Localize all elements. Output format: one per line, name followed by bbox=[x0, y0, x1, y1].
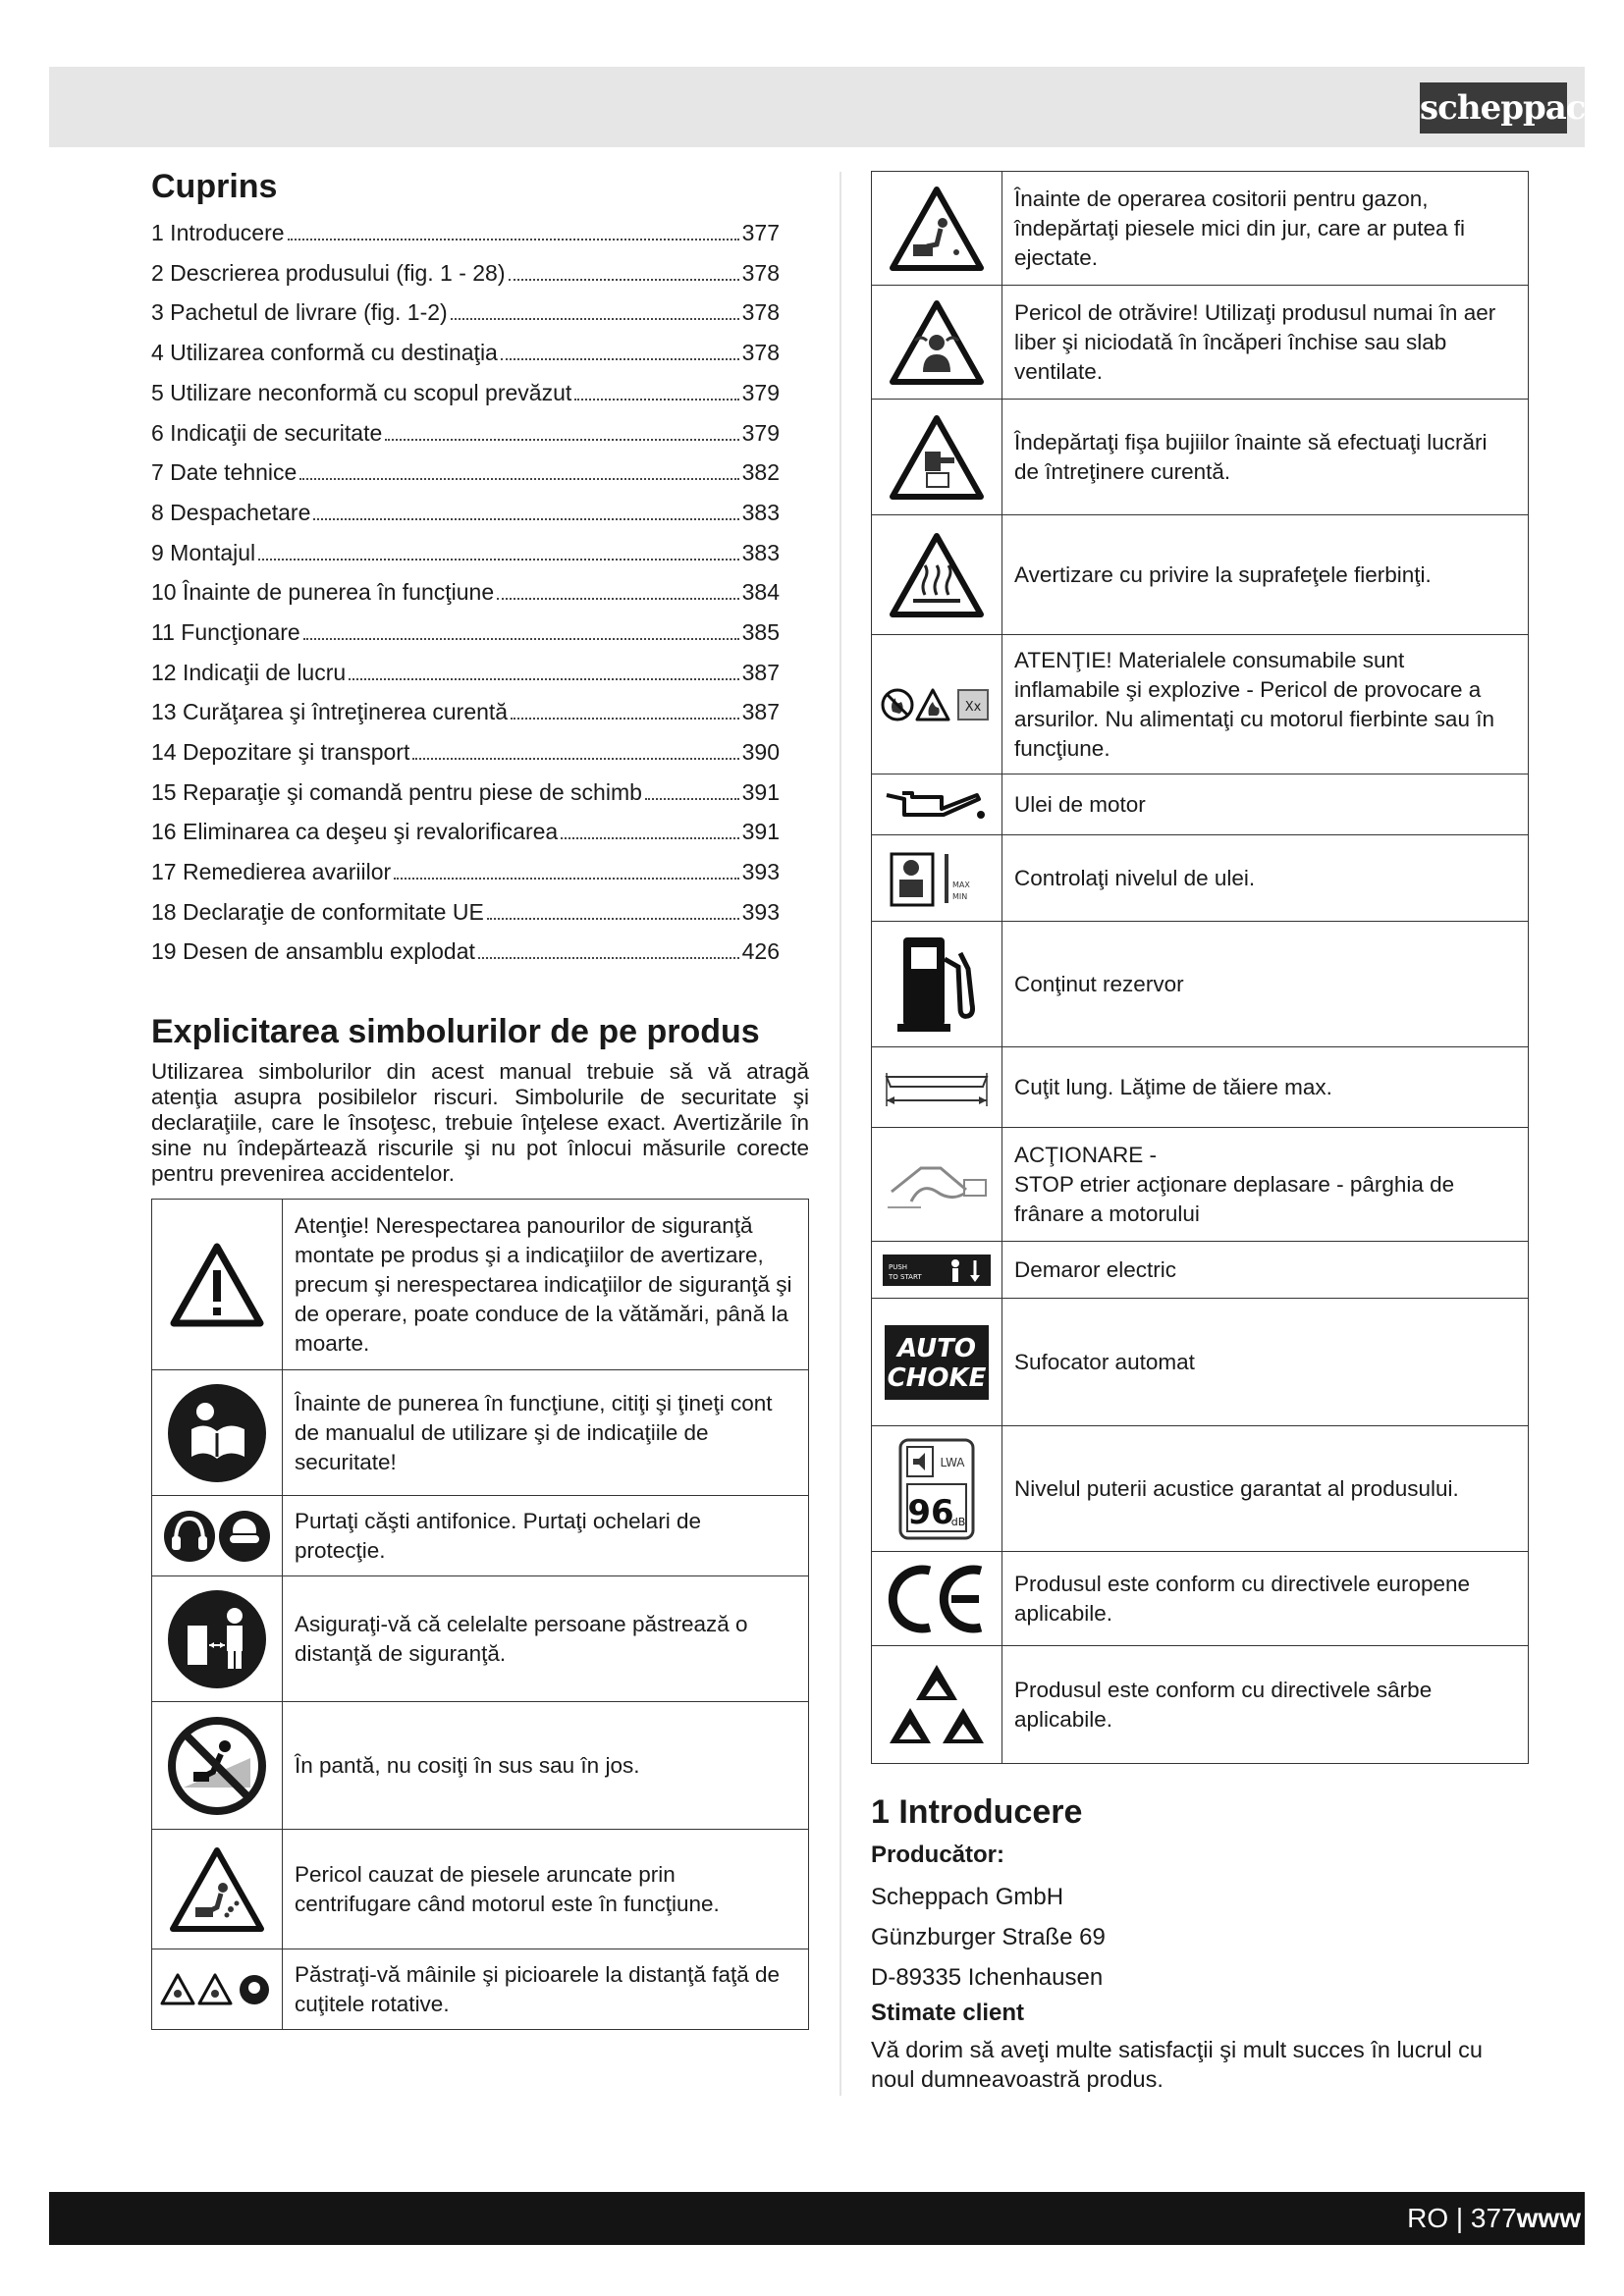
toc-item-label: 15 Reparaţie şi comandă pentru piese de schimb bbox=[151, 778, 642, 805]
symbol-text: Atenţie! Nerespectarea panourilor de siguranţă montate pe produs şi a indicaţiilor de avertizare, precum şi nerespectarea indicaţiilor de siguranţă şi de operare, poate conduce de la vătămări, până la moarte. bbox=[283, 1200, 809, 1370]
symbol-row bbox=[872, 1242, 1529, 1299]
push-to-start-label: PUSH bbox=[889, 1262, 908, 1271]
oil-max-label: MAX bbox=[952, 880, 970, 889]
toc-item bbox=[151, 260, 780, 300]
symbol-icon-cell bbox=[152, 1200, 283, 1370]
symbol-icon-cell bbox=[872, 400, 1002, 515]
toc-title: Cuprins bbox=[151, 168, 278, 205]
toc-item-label: 3 Pachetul de livrare (fig. 1-2) bbox=[151, 299, 448, 326]
symbol-icon-cell bbox=[152, 1702, 283, 1830]
toc-item-label: 7 Date tehnice bbox=[151, 459, 298, 486]
toc-item-label: 19 Desen de ansamblu explodat bbox=[151, 938, 475, 965]
flammable-icon bbox=[880, 686, 994, 723]
toc-leader-dots bbox=[385, 439, 738, 441]
toc-leader-dots bbox=[501, 358, 739, 360]
toc-item-label: 13 Curăţarea şi întreţinerea curentă bbox=[151, 699, 509, 725]
warning-icon bbox=[170, 1241, 264, 1329]
introduction-title: 1 Introducere bbox=[871, 1793, 1083, 1831]
table-of-contents bbox=[151, 220, 809, 979]
symbol-icon-cell bbox=[152, 1949, 283, 2030]
svg-text:Xx: Xx bbox=[964, 699, 982, 715]
column-divider bbox=[839, 172, 841, 2096]
no-slope-mowing-icon bbox=[166, 1715, 268, 1817]
symbol-icon-cell bbox=[152, 1576, 283, 1702]
toc-item-page: 382 bbox=[741, 459, 780, 486]
toc-item bbox=[151, 899, 780, 939]
remove-objects-icon bbox=[888, 184, 986, 274]
footer-url-fragment: www bbox=[1516, 2203, 1581, 2233]
oil-can-icon bbox=[883, 785, 991, 825]
symbol-icon-cell bbox=[872, 1299, 1002, 1426]
sound-power-icon bbox=[897, 1437, 976, 1541]
welcome-message: Vă dorim să aveţi multe satisfacţii şi mult succes în lucrul cu noul dumneavoastră produs. bbox=[871, 2037, 1483, 2092]
toc-item-page: 378 bbox=[741, 299, 780, 326]
toc-leader-dots bbox=[478, 957, 739, 959]
toc-item-label: 1 Introducere bbox=[151, 220, 285, 246]
toc-item bbox=[151, 459, 780, 500]
poisoning-icon bbox=[888, 297, 986, 388]
oil-level-icon bbox=[888, 848, 986, 909]
oil-min-label: MIN bbox=[952, 891, 968, 901]
symbol-row bbox=[152, 1702, 809, 1830]
symbol-text: În pantă, nu cosiţi în sus sau în jos. bbox=[283, 1702, 809, 1830]
toc-item-page: 383 bbox=[741, 539, 780, 565]
brand-logo: scheppach bbox=[1420, 82, 1567, 133]
toc-item-page: 385 bbox=[741, 618, 780, 645]
symbol-row bbox=[872, 400, 1529, 515]
symbol-row bbox=[872, 1128, 1529, 1242]
symbol-icon-cell bbox=[152, 1496, 283, 1576]
toc-item-label: 14 Depozitare şi transport bbox=[151, 739, 410, 766]
symbol-icon-cell bbox=[872, 286, 1002, 400]
electric-starter-icon bbox=[881, 1253, 993, 1288]
toc-item-page: 390 bbox=[741, 739, 780, 766]
toc-item-label: 2 Descrierea produsului (fig. 1 - 28) bbox=[151, 259, 506, 286]
read-manual-icon bbox=[166, 1382, 268, 1484]
symbol-icon-cell bbox=[872, 1426, 1002, 1552]
toc-item bbox=[151, 819, 780, 859]
spark-plug-icon bbox=[888, 412, 986, 503]
symbol-row bbox=[152, 1830, 809, 1949]
symbol-icon-cell bbox=[872, 1128, 1002, 1242]
toc-item-page: 387 bbox=[741, 659, 780, 685]
toc-item-label: 5 Utilizare neconformă cu scopul prevăzut bbox=[151, 379, 572, 405]
toc-item bbox=[151, 420, 780, 460]
footer-band bbox=[49, 2192, 1585, 2245]
toc-item bbox=[151, 340, 780, 380]
left-column bbox=[151, 167, 809, 2030]
toc-item bbox=[151, 579, 780, 619]
symbol-text: Demaror electric bbox=[1002, 1242, 1529, 1299]
symbol-text: Ulei de motor bbox=[1002, 774, 1529, 835]
symbol-icon-cell bbox=[872, 1242, 1002, 1299]
toc-item-label: 17 Remedierea avariilor bbox=[151, 859, 392, 885]
toc-item-page: 391 bbox=[741, 778, 780, 805]
toc-item bbox=[151, 220, 780, 260]
symbol-text: Produsul este conform cu directivele europene aplicabile. bbox=[1002, 1552, 1529, 1646]
company-city: D-89335 Ichenhausen bbox=[871, 1964, 1104, 1991]
company-street: Günzburger Straße 69 bbox=[871, 1924, 1106, 1950]
symbol-row bbox=[872, 1552, 1529, 1646]
auto-choke-icon bbox=[883, 1323, 991, 1402]
toc-item bbox=[151, 739, 780, 779]
symbol-row bbox=[152, 1576, 809, 1702]
toc-item-label: 10 Înainte de punerea în funcţiune bbox=[151, 579, 495, 606]
symbol-row bbox=[152, 1200, 809, 1370]
toc-leader-dots bbox=[258, 559, 739, 561]
right-column bbox=[871, 171, 1529, 2094]
toc-item-label: 18 Declaraţie de conformitate UE bbox=[151, 898, 484, 925]
toc-item-page: 383 bbox=[741, 499, 780, 525]
toc-leader-dots bbox=[349, 678, 738, 680]
symbol-row bbox=[872, 922, 1529, 1047]
sound-db: dB bbox=[950, 1515, 966, 1528]
symbol-text: ACŢIONARE - STOP etrier acţionare deplasare - pârghia de frânare a motorului bbox=[1002, 1128, 1529, 1242]
symbol-row bbox=[872, 286, 1529, 400]
company-name: Scheppach GmbH bbox=[871, 1884, 1064, 1910]
symbol-icon-cell bbox=[872, 1552, 1002, 1646]
symbol-icon-cell bbox=[872, 835, 1002, 922]
toc-item-page: 379 bbox=[741, 379, 780, 405]
toc-item-page: 378 bbox=[741, 259, 780, 286]
toc-item-page: 426 bbox=[741, 938, 780, 965]
symbol-text: Pericol de otrăvire! Utilizaţi produsul numai în aer liber şi niciodată în încăperi închise sau slab ventilate. bbox=[1002, 286, 1529, 400]
toc-leader-dots bbox=[509, 279, 739, 281]
sound-value: 96 bbox=[907, 1492, 954, 1532]
toc-item-page: 384 bbox=[741, 579, 780, 606]
symbol-icon-cell bbox=[152, 1830, 283, 1949]
auto-choke-line2: CHOKE bbox=[887, 1362, 987, 1393]
svg-text:TO START: TO START bbox=[889, 1272, 922, 1281]
footer-lang-page: RO | 377 bbox=[1407, 2203, 1517, 2233]
symbol-row bbox=[872, 635, 1529, 774]
toc-item-page: 391 bbox=[741, 819, 780, 845]
symbols-intro: Utilizarea simbolurilor din acest manual trebuie să vă atragă atenţia asupra posibilelor riscuri. Simbolurile de securitate şi declaraţiile, care le însoţesc, trebuie înţelese exact. Avertizările în sine nu îndepărtează riscurile şi nu pot înlocui măsurile corecte pentru prevenirea accidentelor. bbox=[151, 1059, 809, 1187]
toc-item bbox=[151, 938, 780, 979]
symbol-row bbox=[872, 515, 1529, 635]
toc-item bbox=[151, 859, 780, 899]
toc-item bbox=[151, 660, 780, 700]
toc-leader-dots bbox=[412, 758, 738, 760]
toc-leader-dots bbox=[497, 598, 739, 600]
brake-lever-icon bbox=[882, 1152, 992, 1217]
toc-item-label: 9 Montajul bbox=[151, 539, 256, 565]
symbol-text: ATENŢIE! Materialele consumabile sunt inflamabile şi explozive - Pericol de provocare a arsurilor. Nu alimentaţi cu motorul fierbinte sau în funcţiune. bbox=[1002, 635, 1529, 774]
toc-item-label: 6 Indicaţii de securitate bbox=[151, 419, 383, 446]
toc-item-page: 377 bbox=[741, 220, 780, 246]
toc-leader-dots bbox=[561, 837, 738, 839]
toc-leader-dots bbox=[303, 638, 739, 640]
toc-item bbox=[151, 299, 780, 340]
toc-item-label: 12 Indicaţii de lucru bbox=[151, 659, 347, 685]
toc-item bbox=[151, 779, 780, 820]
symbol-text: Îndepărtaţi fişa bujiilor înainte să efectuaţi lucrări de întreţinere curentă. bbox=[1002, 400, 1529, 515]
symbol-text: Pericol cauzat de piesele aruncate prin centrifugare când motorul este în funcţiune. bbox=[283, 1830, 809, 1949]
symbol-icon-cell bbox=[872, 515, 1002, 635]
symbol-text: Purtaţi căşti antifonice. Purtaţi ochelari de protecţie. bbox=[283, 1496, 809, 1576]
fuel-pump-icon bbox=[890, 930, 984, 1040]
toc-leader-dots bbox=[299, 478, 738, 480]
toc-item-page: 393 bbox=[741, 898, 780, 925]
toc-leader-dots bbox=[288, 239, 739, 240]
symbol-row bbox=[872, 1426, 1529, 1552]
toc-item bbox=[151, 699, 780, 739]
symbol-text: Păstraţi-vă mâinile şi picioarele la distanţă faţă de cuţitele rotative. bbox=[283, 1949, 809, 2030]
symbol-icon-cell bbox=[872, 774, 1002, 835]
symbol-row bbox=[872, 172, 1529, 286]
cutting-width-icon bbox=[881, 1063, 993, 1112]
toc-leader-dots bbox=[487, 918, 739, 920]
symbol-row bbox=[152, 1370, 809, 1496]
symbols-table-left bbox=[151, 1199, 809, 2030]
greeting: Stimate client bbox=[871, 2000, 1025, 2026]
symbol-text: Asiguraţi-vă că celelalte persoane păstrează o distanţă de siguranţă. bbox=[283, 1576, 809, 1702]
footer-page-info bbox=[1407, 2192, 1585, 2245]
toc-item-page: 378 bbox=[741, 340, 780, 366]
toc-item-label: 16 Eliminarea ca deşeu şi revalorificarea bbox=[151, 819, 559, 845]
symbol-row bbox=[872, 1047, 1529, 1128]
toc-leader-dots bbox=[451, 318, 739, 320]
symbol-icon-cell bbox=[872, 1047, 1002, 1128]
symbol-icon-cell bbox=[872, 1646, 1002, 1764]
toc-item-label: 8 Despachetare bbox=[151, 499, 311, 525]
symbol-icon-cell bbox=[152, 1370, 283, 1496]
toc-item-page: 379 bbox=[741, 419, 780, 446]
serbian-mark-icon bbox=[883, 1661, 991, 1749]
toc-item bbox=[151, 500, 780, 540]
toc-item-page: 393 bbox=[741, 859, 780, 885]
symbol-row bbox=[872, 774, 1529, 835]
symbol-row bbox=[872, 835, 1529, 922]
symbol-text: Produsul este conform cu directivele sârbe aplicabile. bbox=[1002, 1646, 1529, 1764]
symbol-row bbox=[872, 1299, 1529, 1426]
toc-item-page: 387 bbox=[741, 699, 780, 725]
symbol-text: Avertizare cu privire la suprafeţele fierbinţi. bbox=[1002, 515, 1529, 635]
symbol-row bbox=[152, 1496, 809, 1576]
symbol-text: Conţinut rezervor bbox=[1002, 922, 1529, 1047]
toc-leader-dots bbox=[645, 798, 739, 800]
ce-mark-icon bbox=[883, 1563, 991, 1635]
symbol-row bbox=[152, 1949, 809, 2030]
header-band bbox=[49, 67, 1585, 147]
symbol-icon-cell bbox=[872, 922, 1002, 1047]
symbol-text: Cuţit lung. Lăţime de tăiere max. bbox=[1002, 1047, 1529, 1128]
toc-item bbox=[151, 380, 780, 420]
toc-item bbox=[151, 540, 780, 580]
toc-leader-dots bbox=[574, 399, 738, 400]
toc-leader-dots bbox=[313, 518, 738, 520]
hot-surface-icon bbox=[888, 530, 986, 620]
safety-distance-icon bbox=[166, 1588, 268, 1690]
symbols-title: Explicitarea simbolurilor de pe produs bbox=[151, 1013, 760, 1051]
thrown-objects-icon bbox=[168, 1844, 266, 1935]
symbol-text: Înainte de punerea în funcţiune, citiţi şi ţineţi cont de manualul de utilizare şi de indicaţiile de securitate! bbox=[283, 1370, 809, 1496]
symbols-table-right bbox=[871, 171, 1529, 1764]
symbol-text: Sufocator automat bbox=[1002, 1299, 1529, 1426]
ear-eye-protection-icon bbox=[162, 1509, 272, 1564]
symbol-text: Controlaţi nivelul de ulei. bbox=[1002, 835, 1529, 922]
toc-item bbox=[151, 619, 780, 660]
rotating-blades-icon bbox=[160, 1972, 274, 2007]
auto-choke-line1: AUTO bbox=[897, 1333, 976, 1363]
symbol-icon-cell bbox=[872, 172, 1002, 286]
toc-leader-dots bbox=[394, 878, 738, 880]
symbol-icon-cell bbox=[872, 635, 1002, 774]
sound-unit: LWA bbox=[940, 1455, 965, 1469]
toc-item-label: 4 Utilizarea conformă cu destinaţia bbox=[151, 340, 498, 366]
producer-label: Producător: bbox=[871, 1842, 1005, 1868]
symbol-row bbox=[872, 1646, 1529, 1764]
symbol-text: Înainte de operarea cositorii pentru gazon, îndepărtaţi piesele mici din jur, care ar putea fi ejectate. bbox=[1002, 172, 1529, 286]
toc-item-label: 11 Funcţionare bbox=[151, 618, 300, 645]
toc-leader-dots bbox=[511, 718, 739, 720]
symbol-text: Nivelul puterii acustice garantat al produsului. bbox=[1002, 1426, 1529, 1552]
